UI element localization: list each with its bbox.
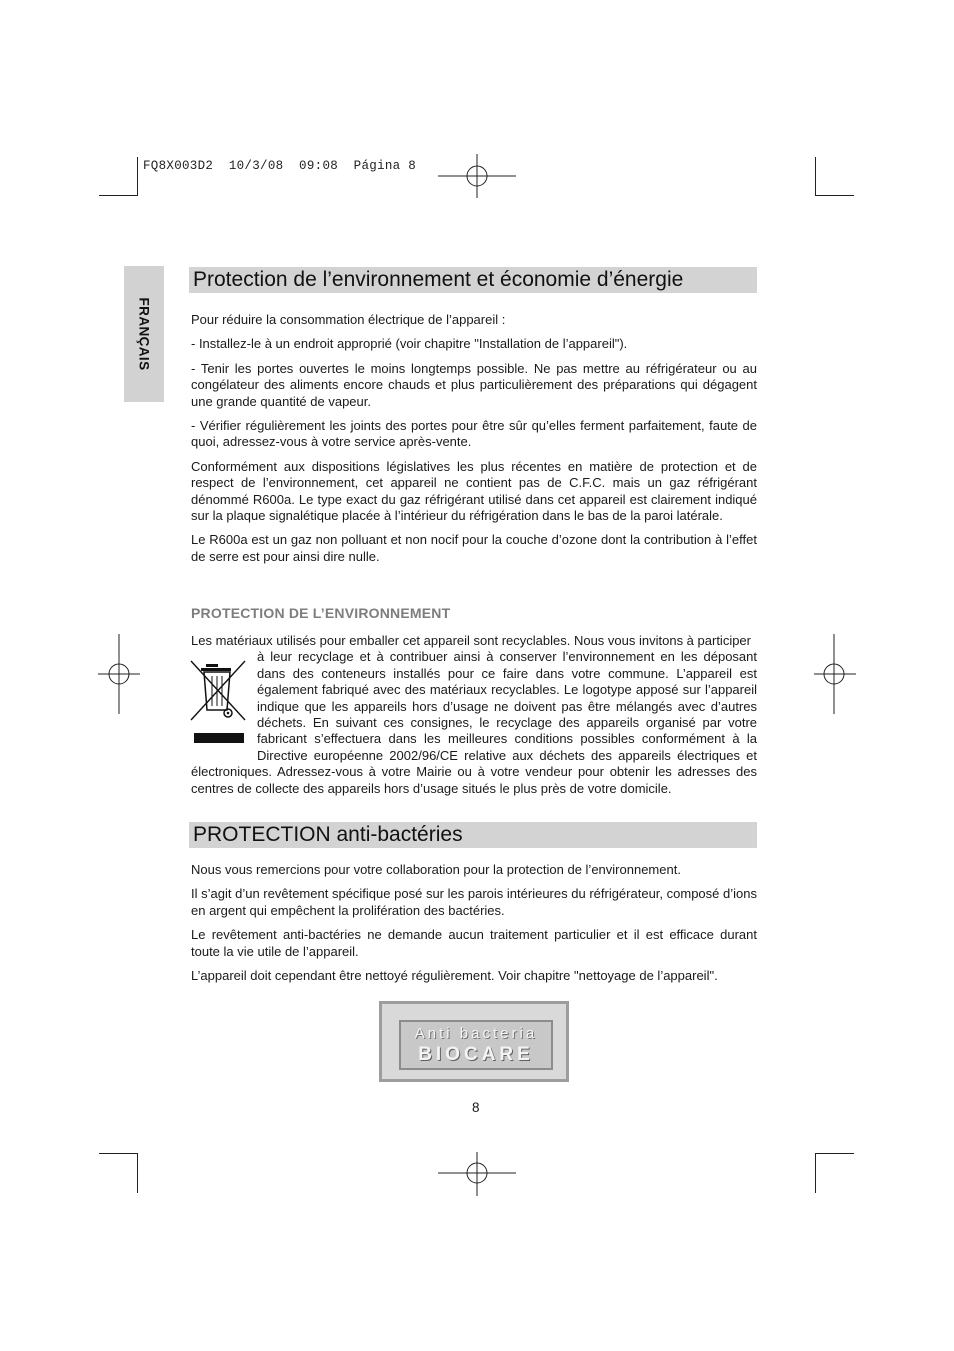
crop-mark-top-right-v — [815, 157, 816, 196]
language-tab-label: FRANÇAIS — [136, 297, 152, 371]
crop-mark-bottom-right-h — [815, 1153, 854, 1154]
slug-date: 10/3/08 — [228, 159, 284, 173]
biocare-logo-badge — [399, 1020, 553, 1070]
logo-line2: BIOCARE — [418, 1044, 534, 1065]
crop-mark-top-right-h — [815, 195, 854, 196]
crossed-out-wheelie-bin-icon — [190, 660, 248, 724]
section-heading-environment: Protection de l’environnement et économie d’énergie — [189, 267, 757, 293]
biocare-logo — [379, 1001, 569, 1082]
paragraph: Nous vous remercions pour votre collaboration pour la protection de l’environnement. — [191, 862, 681, 877]
print-slug — [143, 159, 416, 173]
logo-line1: Anti bacteria — [414, 1025, 538, 1042]
paragraph: Le revêtement anti-bactéries ne demande aucun traitement particulier et il est efficace durant toute la vie utile de l’appareil. — [191, 927, 757, 959]
section-antibacteria-body — [191, 862, 757, 992]
paragraph: - Vérifier régulièrement les joints des portes pour être sûr qu’elles ferment parfaitement, faute de quoi, adressez-vous à votre service après-vente. — [191, 418, 757, 450]
paragraph: Le R600a est un gaz non polluant et non nocif pour la couche d’ozone dont la contribution à l’effet de serre est pour ainsi dire nulle. — [191, 532, 757, 564]
subsection-heading: PROTECTION DE L’ENVIRONNEMENT — [191, 605, 451, 621]
crop-mark-bottom-right-v — [815, 1153, 816, 1193]
subsection-body — [191, 633, 757, 797]
slug-time: 09:08 — [299, 159, 339, 173]
recycling-paragraph-first-line: Les matériaux utilisés pour emballer cet appareil sont recyclables. Nous vous invitons à participer — [191, 633, 751, 648]
crop-mark-bottom-left-h — [99, 1153, 138, 1154]
slug-page-label: Página 8 — [353, 159, 417, 173]
page-number: 8 — [472, 1100, 480, 1115]
paragraph: Il s’agit d’un revêtement spécifique posé sur les parois intérieures du réfrigérateur, composé d’ions en argent qui empêchent la prolifération des bactéries. — [191, 886, 757, 918]
paragraph: Pour réduire la consommation électrique de l’appareil : — [191, 312, 506, 327]
weee-bar — [194, 733, 244, 743]
crop-mark-bottom-left-v — [137, 1153, 138, 1193]
crop-mark-top-left-h — [99, 195, 138, 196]
registration-mark-icon — [438, 152, 518, 200]
language-tab — [124, 266, 164, 402]
paragraph: Conformément aux dispositions législatives les plus récentes en matière de protection et de respect de l’environnement, cet appareil ne contient pas de C.F.C. mais un gaz réfrigérant dénommé R600a. Le type exact du gaz réfrigérant utilisé dans cet appareil est clairement indiqué sur la plaque signalétique placée à l’intérieur du réfrigération dans le bas de la paroi latérale. — [191, 458, 757, 524]
paragraph: L’appareil doit cependant être nettoyé régulièrement. Voir chapitre "nettoyage de l’appareil". — [191, 968, 718, 984]
paragraph: - Tenir les portes ouvertes le moins longtemps possible. Ne pas mettre au réfrigérateur ou au congélateur des aliments encore chauds et plus particulièrement des préparations qui dégagent une grande quantité de vapeur. — [191, 360, 757, 409]
slug-code: FQ8X003D2 — [143, 159, 214, 173]
registration-mark-icon — [98, 634, 142, 714]
section-environment-body — [191, 312, 757, 573]
registration-mark-icon — [438, 1150, 518, 1198]
recycling-paragraph: à leur recyclage et à contribuer ainsi à conserver l’environnement en les déposant dans des conteneurs installés pour ce faire dans votre commune. L’appareil est également fabriqué avec des matériaux recyclables. Le logotype apposé sur l’appareil indique que les appareils hors d’usage ne doivent pas être mélangés avec d’autres déchets. En suivant ces consignes, le recyclage des appareils organisé par votre fabricant s’effectuera dans les meilleures conditions possibles conformément à la Directive européenne 2002/96/CE relative aux déchets des appareils électriques et électroniques. Adressez-vous à votre Mairie ou à votre vendeur pour obtenir les adresses des centres de collecte des appareils hors d’usage situés le plus près de votre domicile. — [191, 649, 757, 796]
section-heading-antibacteria: PROTECTION anti-bactéries — [189, 822, 757, 848]
paragraph: - Installez-le à un endroit approprié (voir chapitre "Installation de l’appareil"). — [191, 336, 628, 352]
crop-mark-top-left-v — [137, 157, 138, 196]
registration-mark-icon — [812, 634, 856, 714]
